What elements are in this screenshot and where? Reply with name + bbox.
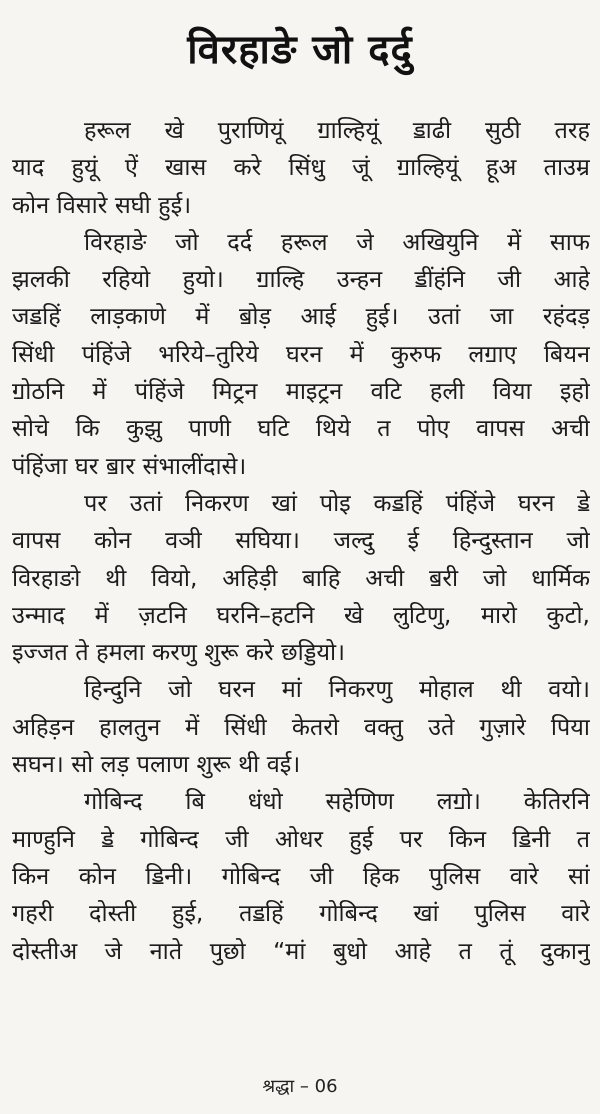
text-line: सोचे कि कुझु पाणी घटि थिये त पोए वापस अची bbox=[12, 414, 590, 443]
text-line: उन्माद में ज़टनि घरनि–हटनि खे लुटिणु, मारो कुटो, bbox=[12, 600, 590, 629]
text-line: सिंधी पंहिंजे भरिये–तुरिये घरन में कुरुफ लॻाए बियन bbox=[12, 339, 590, 368]
text-line: विरहाङो थी वियो, अहिड़ी बाहि अची ॿरी जो धार्मिक bbox=[12, 563, 590, 592]
chapter-title: विरहाङे जो दर्दु bbox=[187, 27, 413, 73]
text-line: दोस्तीअ जे नाते पुछो “मां बुधो आहे त तूं दुकानु bbox=[12, 936, 590, 965]
body-text bbox=[12, 112, 590, 970]
text-line: विरहाङे जो दर्द हरूल जे अखियुनि में साफ bbox=[84, 227, 590, 256]
text-line: गहरी दोस्ती हुई, तॾहिं गोबिन्द खां पुलिस वारे bbox=[12, 899, 590, 928]
text-line: याद हुयूं ऐं खास करे सिंधु जूं ॻाल्हियूं हूअ ताउम्र bbox=[12, 153, 590, 182]
text-line: इज्जत ते हमला करणु शुरू करे छड्डियो। bbox=[12, 638, 346, 667]
text-line: जॾहिं लाड़काणे में ॿोड़ आई हुई। उतां जा रहंदड़ bbox=[12, 302, 590, 331]
text-line: किन कोन ॾिनी। गोबिन्द जी हिक पुलिस वारे सां bbox=[12, 861, 590, 890]
text-line: हिन्दुनि जो घरन मां निकरणु मोहाल थी वयो। bbox=[84, 675, 590, 704]
text-line: झलकी रहियो हुयो। ॻाल्हि उन्हन ॾींहंनि जी आहे bbox=[12, 265, 590, 294]
text-line: पंहिंजा घर ॿार संभालींदासे। bbox=[12, 451, 247, 480]
text-line: पर उतां निकरण खां पोइ कॾहिं पंहिंजे घरन ॾे bbox=[84, 488, 590, 517]
page-footer: श्रद्धा – 06 bbox=[262, 1076, 338, 1097]
text-line: गोबिन्द बि धंधो सहेणिण लॻो। केतिरनि bbox=[84, 787, 590, 816]
text-line: वापस कोन वञी सघिया। जल्दु ई हिन्दुस्तान जो bbox=[12, 526, 590, 555]
text-line: हरूल खे पुराणियूं ॻाल्हियूं ॾाढी सुठी तरह bbox=[84, 116, 590, 144]
text-line: ॻोठनि में पंहिंजे मिट्रन माइट्रन वटि हली विया इहो bbox=[12, 377, 590, 406]
text-line: माण्हुनि ॾे गोबिन्द जी ओधर हुई पर किन ॾिनी त bbox=[12, 824, 590, 853]
text-line: सघन। सो लड़ पलाण शुरू थी वई। bbox=[12, 750, 301, 779]
text-line: अहिड़न हालतुन में सिंधी केतरो वक्तु उते गुज़ारे पिया bbox=[12, 712, 590, 741]
text-line: कोन विसारे सघी हुई। bbox=[12, 190, 192, 219]
